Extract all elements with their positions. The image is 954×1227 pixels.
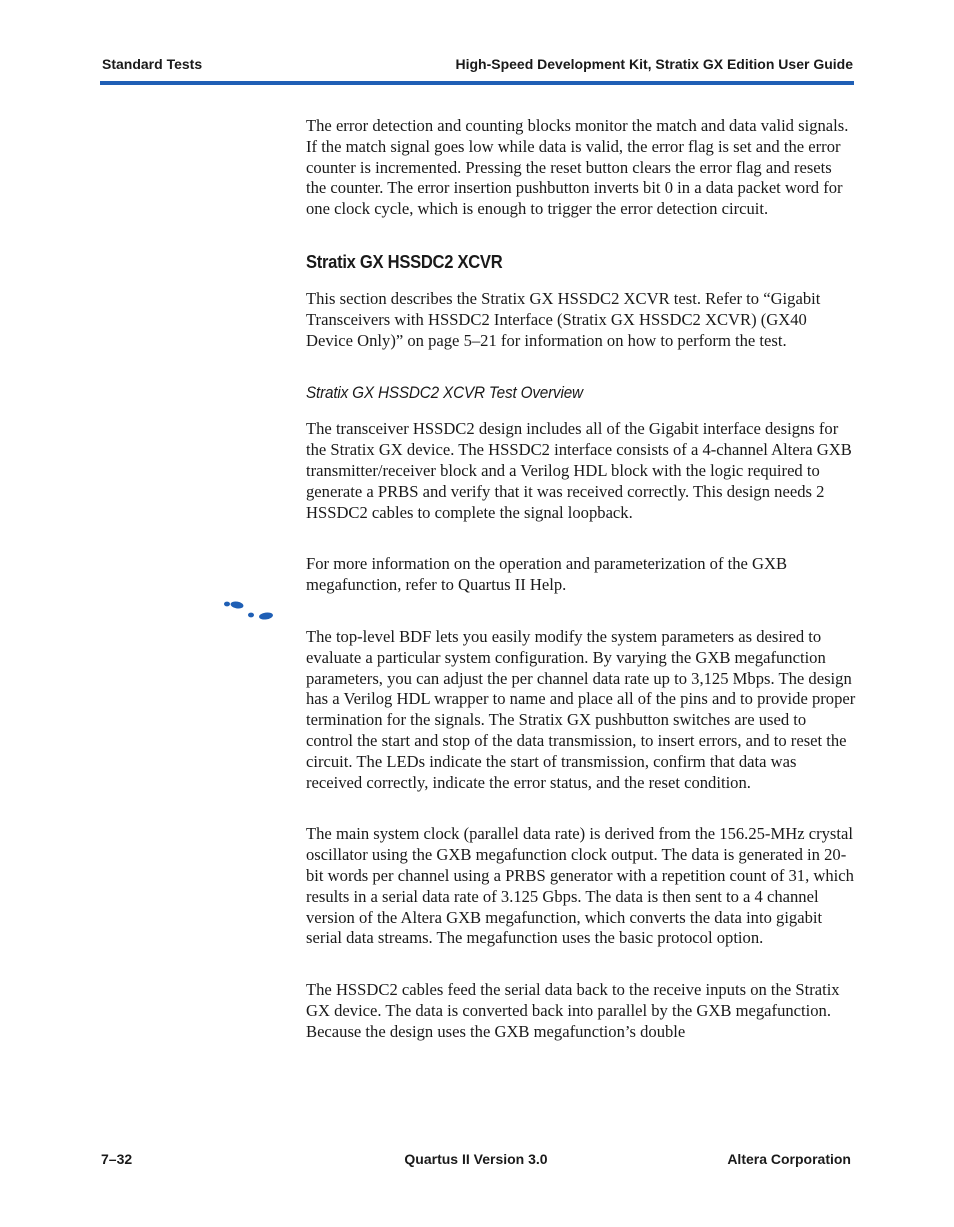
- paragraph-top-level-bdf: The top-level BDF lets you easily modify the system parameters as desired to evaluate a particular system configuration. By varying the GXB megafunction parameters, you can adjust the per channel data rate up to 3,125 Mbps. The design has a Verilog HDL wrapper to name and place all of the pins and to provide proper termination for the signals. The Stratix GX pushbutton switches are used to control the start and stop of the data transmission, to insert errors, and to reset the circuit. The LEDs indicate the start of transmission, confirm that data was received correctly, indicate the error status, and the reset condition.: [306, 626, 856, 792]
- section-heading: Stratix GX HSSDC2 XCVR: [306, 251, 503, 272]
- header-rule: [100, 81, 854, 85]
- header-title: High-Speed Development Kit, Stratix GX Edition User Guide: [455, 56, 853, 72]
- paragraph-cables: The HSSDC2 cables feed the serial data back to the receive inputs on the Stratix GX device. The data is converted back into parallel by the GXB megafunction. Because the design uses the GXB megafunction’s double: [306, 980, 840, 1041]
- page-number: 7–32: [101, 1151, 133, 1167]
- note-footprints-icon: [223, 600, 275, 622]
- header-section: Standard Tests: [102, 56, 203, 72]
- paragraph-overview: The transceiver HSSDC2 design includes all of the Gigabit interface designs for the Stratix GX device. The HSSDC2 interface consists of a 4-channel Altera GXB transmitter/receiver block and a Verilog HDL block with the logic required to generate a PRBS and verify that it was received correctly. This design needs 2 HSSDC2 cables to complete the signal loopback.: [306, 419, 852, 522]
- subsection-heading: Stratix GX HSSDC2 XCVR Test Overview: [306, 383, 583, 403]
- footer-company: Altera Corporation: [727, 1151, 851, 1167]
- page-header: [101, 56, 853, 76]
- footer-version: Quartus II Version 3.0: [404, 1151, 548, 1167]
- note-text: For more information on the operation and parameterization of the GXB megafunction, refer to Quartus II Help.: [306, 554, 788, 595]
- paragraph-error-detection: The error detection and counting blocks monitor the match and data valid signals. If the match signal goes low while data is valid, the error flag is set and the error counter is incremented. Pressing the reset button clears the error flag and resets the counter. The error insertion pushbutton inverts bit 0 in a data packet word for one clock cycle, which is enough to trigger the error detection circuit.: [306, 116, 849, 219]
- main-content: [306, 116, 856, 1043]
- paragraph-section-intro: This section describes the Stratix GX HSSDC2 XCVR test. Refer to “Gigabit Transceivers with HSSDC2 Interface (Stratix GX HSSDC2 XCVR) (GX40 Device Only)” on page 5–21 for information on how to perform the test.: [306, 288, 821, 350]
- page-footer: [101, 1151, 851, 1171]
- paragraph-system-clock: The main system clock (parallel data rate) is derived from the 156.25-MHz crystal oscillator using the GXB megafunction clock output. The data is generated in 20-bit words per channel using a PRBS generator with a repetition count of 31, which results in a serial data rate of 3.125 Gbps. The data is then sent to a 4 channel version of the Altera GXB megafunction, which converts the data into gigabit serial data streams. The megafunction uses the basic protocol option.: [306, 824, 854, 948]
